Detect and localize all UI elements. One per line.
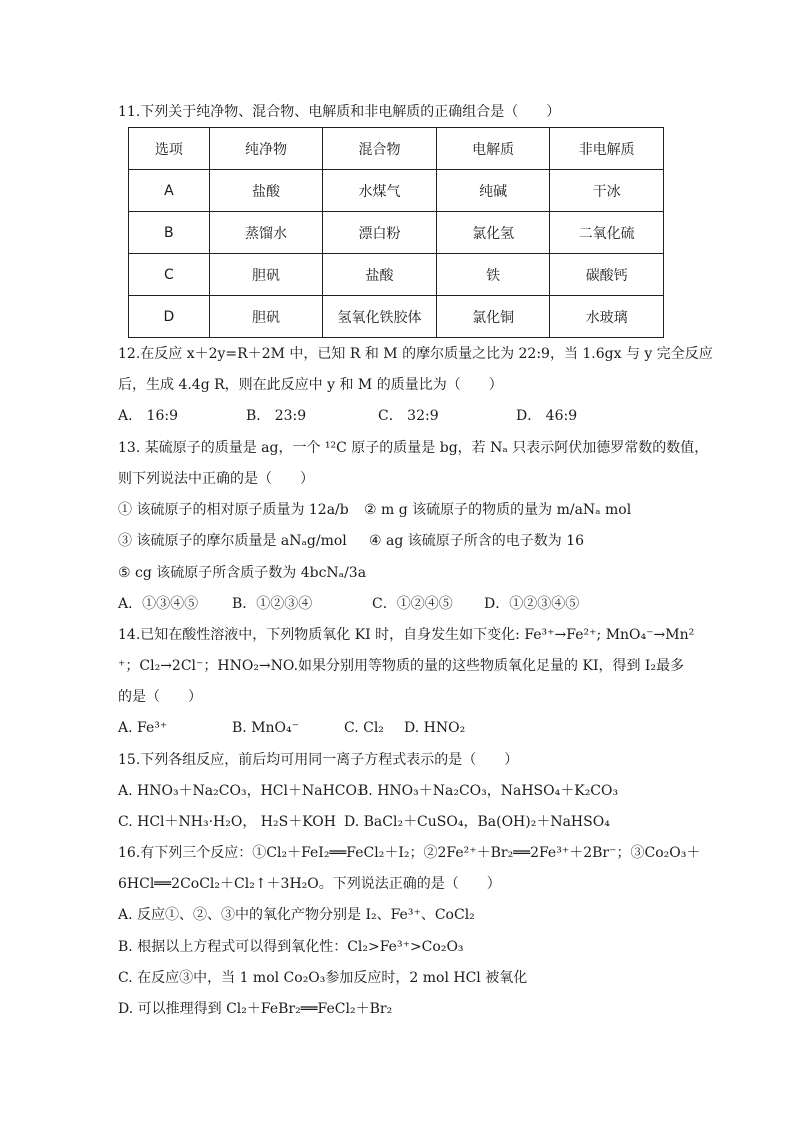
header-cell: 非电解质 [550,128,664,170]
table-cell: 碳酸钙 [550,254,664,296]
header-cell: 电解质 [436,128,550,170]
q13-option-c: C．①②④⑤ [372,596,453,612]
table-cell: 氢氧化铁胶体 [323,296,437,338]
q13-stem-line2: 则下列说法中正确的是（ ） [118,471,314,487]
table-cell: 盐酸 [323,254,437,296]
q13-option-b: B．①②③④ [232,596,313,612]
table-header-row [129,128,664,170]
table-cell: 水煤气 [323,170,437,212]
q14-option-c: C. Cl₂ [344,720,384,736]
q13-statement-1: ① 该硫原子的相对原子质量为 12a/b [118,502,349,518]
q15-option-c: C. HCl＋NH₃·H₂O， H₂S＋KOH [118,814,336,830]
q13-statement-4: ④ ag 该硫原子所含的电子数为 16 [369,533,585,549]
q14-stem-line2: ⁺；Cl₂→2Cl⁻；HNO₂→NO.如果分别用等物质的量的这些物质氧化足量的 KI，得到 I₂最多 [118,658,685,674]
q15-option-d: D. BaCl₂＋CuSO₄，Ba(OH)₂＋NaHSO₄ [344,814,610,830]
table-cell: 干冰 [550,170,664,212]
table-cell: 氯化铜 [436,296,550,338]
table-cell: 纯碱 [436,170,550,212]
q16-option-b: B. 根据以上方程式可以得到氧化性：Cl₂>Fe³⁺>Co₂O₃ [118,939,464,955]
table-cell: 漂白粉 [323,212,437,254]
q12-option-d: D． 46:9 [516,408,578,424]
q12-option-b: B． 23:9 [246,408,307,424]
q12-stem-line2: 后，生成 4.4g R，则在此反应中 y 和 M 的质量比为（ ） [118,377,503,393]
q14-stem-line3: 的是（ ） [118,689,202,705]
q11-table [128,127,664,338]
q12-stem-line1: 12.在反应 x＋2y=R＋2M 中，已知 R 和 M 的摩尔质量之比为 22:9，当 1.6gx 与 y 完全反应 [118,346,713,362]
q16-option-c: C. 在反应③中，当 1 mol Co₂O₃参加反应时，2 mol HCl 被氧化 [118,970,528,986]
table-cell: D [129,296,210,338]
table-cell: 胆矾 [209,254,323,296]
q12-option-a: A． 16:9 [118,408,178,424]
table-cell: 胆矾 [209,296,323,338]
table-cell: 蒸馏水 [209,212,323,254]
q15-option-a: A. HNO₃＋Na₂CO₃，HCl＋NaHCO₃ [118,783,363,799]
header-cell: 混合物 [323,128,437,170]
q13-stem-line1: 13. 某硫原子的质量是 ag，一个 ¹²C 原子的质量是 bg，若 Nₐ 只表示阿伏加德罗常数的数值， [118,440,709,456]
q16-option-d: D. 可以推理得到 Cl₂＋FeBr₂══FeCl₂＋Br₂ [118,1001,393,1017]
q13-statement-2: ② m g 该硫原子的物质的量为 m/aNₐ mol [364,502,632,518]
q15-stem: 15.下列各组反应，前后均可用同一离子方程式表示的是（ ） [118,752,519,768]
table-cell: 盐酸 [209,170,323,212]
table-row [129,212,664,254]
q11-stem: 11.下列关于纯净物、混合物、电解质和非电解质的正确组合是（ ） [118,104,561,120]
q13-option-d: D．①②③④⑤ [484,596,580,612]
table-row [129,170,664,212]
table-cell: A [129,170,210,212]
table-cell: 水玻璃 [550,296,664,338]
table-cell: B [129,212,210,254]
q13-statement-5: ⑤ cg 该硫原子所含质子数为 4bcNₐ/3a [118,565,367,581]
table-row [129,296,664,338]
q12-option-c: C． 32:9 [378,408,439,424]
q16-option-a: A. 反应①、②、③中的氧化产物分别是 I₂、Fe³⁺、CoCl₂ [118,907,475,923]
table-cell: 铁 [436,254,550,296]
table-cell: C [129,254,210,296]
table-cell: 氯化氢 [436,212,550,254]
q14-stem-line1: 14.已知在酸性溶液中，下列物质氧化 KI 时，自身发生如下变化: Fe³⁺→Fe²⁺; MnO₄⁻→Mn² [118,627,695,643]
header-cell: 纯净物 [209,128,323,170]
q14-option-d: D. HNO₂ [404,720,466,736]
table-cell: 二氧化硫 [550,212,664,254]
q14-option-b: B. MnO₄⁻ [232,720,300,736]
table-row [129,254,664,296]
q16-stem-line2: 6HCl══2CoCl₂＋Cl₂↑＋3H₂O。下列说法正确的是（ ） [118,876,501,892]
q13-option-a: A．①③④⑤ [118,596,199,612]
q13-statement-3: ③ 该硫原子的摩尔质量是 aNₐg/mol [118,533,347,549]
header-cell: 选项 [129,128,210,170]
q14-option-a: A. Fe³⁺ [118,720,168,736]
q16-stem-line1: 16.有下列三个反应：①Cl₂＋FeI₂══FeCl₂＋I₂；②2Fe²⁺＋Br₂══2Fe³⁺＋2Br⁻；③Co₂O₃＋ [118,845,701,861]
q15-option-b: B. HNO₃＋Na₂CO₃，NaHSO₄＋K₂CO₃ [358,783,619,799]
